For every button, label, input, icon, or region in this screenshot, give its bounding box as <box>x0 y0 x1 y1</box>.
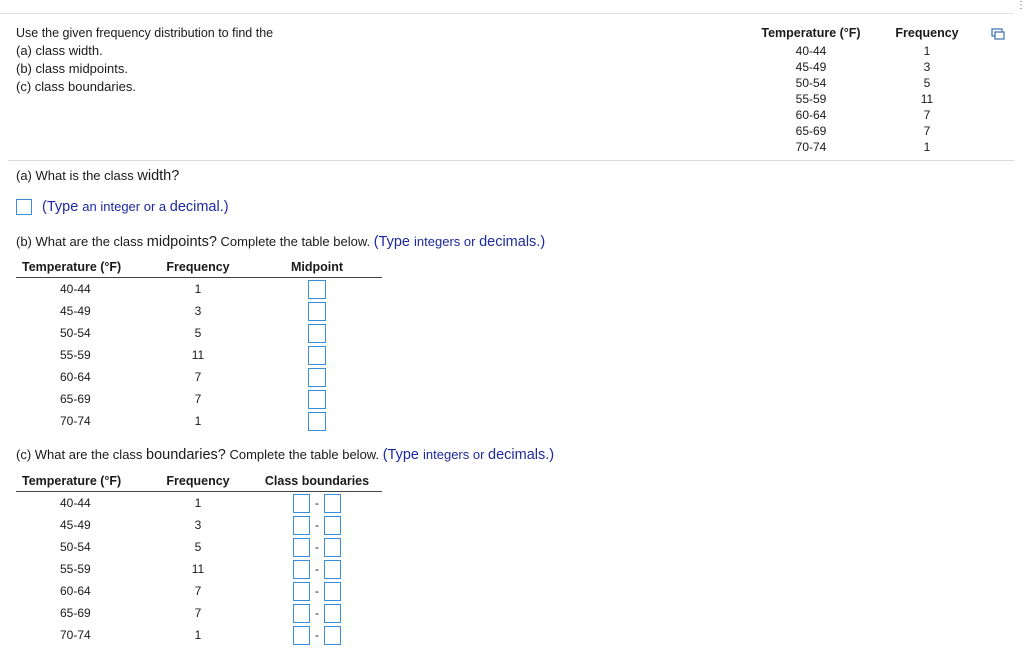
upper-boundary-input[interactable] <box>324 516 341 535</box>
class-cell: 40-44 <box>795 44 827 58</box>
table-row <box>16 558 382 580</box>
frequency-cell: 7 <box>194 370 202 384</box>
class-cell: 65-69 <box>795 124 827 138</box>
copy-data-icon[interactable] <box>991 28 1005 40</box>
hint-keyword: decimal.) <box>169 199 229 215</box>
question-text: (a) What is the class <box>16 168 138 183</box>
class-cell: 40-44 <box>60 496 91 510</box>
class-boundaries-table <box>16 472 382 646</box>
frequency-cell: 1 <box>194 282 202 296</box>
question-keyword: boundaries? <box>146 447 226 463</box>
boundary-separator: - <box>315 496 319 510</box>
frequency-cell: 11 <box>191 348 205 362</box>
midpoint-input[interactable] <box>308 346 326 365</box>
midpoint-input[interactable] <box>308 368 326 387</box>
boundary-separator: - <box>315 562 319 576</box>
frequency-cell: 1 <box>194 414 202 428</box>
answer-hint <box>383 447 554 462</box>
table-row <box>16 580 382 602</box>
hint-text: integers or <box>414 234 480 249</box>
part-b-question <box>16 234 545 250</box>
boundary-separator: - <box>315 606 319 620</box>
table-row <box>16 344 382 366</box>
table-row <box>752 123 984 139</box>
answer-hint <box>374 234 545 249</box>
lower-boundary-input[interactable] <box>293 626 310 645</box>
question-keyword: width? <box>137 168 180 184</box>
class-width-input[interactable] <box>16 199 32 215</box>
midpoint-input[interactable] <box>308 390 326 409</box>
class-cell: 50-54 <box>795 76 827 90</box>
header-temperature: Temperature (°F) <box>22 260 122 274</box>
table-row <box>16 388 382 410</box>
boundary-separator: - <box>315 584 319 598</box>
class-cell: 65-69 <box>60 392 91 406</box>
class-cell: 50-54 <box>60 540 91 554</box>
table-row <box>16 278 382 300</box>
upper-boundary-input[interactable] <box>324 494 341 513</box>
frequency-cell: 11 <box>191 562 205 576</box>
part-a-answer-row <box>16 199 229 215</box>
question-text: (b) What are the class <box>16 234 147 249</box>
upper-boundary-input[interactable] <box>324 582 341 601</box>
midpoint-input[interactable] <box>308 302 326 321</box>
class-cell: 70-74 <box>795 140 827 154</box>
class-cell: 70-74 <box>60 414 91 428</box>
class-cell: 60-64 <box>795 108 827 122</box>
part-c-question <box>16 447 554 463</box>
lower-boundary-input[interactable] <box>293 494 310 513</box>
hint-open: (Type <box>373 234 415 250</box>
frequency-distribution-table <box>752 26 984 155</box>
class-cell: 55-59 <box>60 562 91 576</box>
frequency-cell: 7 <box>194 392 202 406</box>
upper-boundary-input[interactable] <box>324 604 341 623</box>
frequency-cell: 5 <box>923 76 931 90</box>
problem-line: (c) class boundaries. <box>16 79 136 94</box>
table-row <box>752 43 984 59</box>
question-text: (c) What are the class <box>16 447 147 462</box>
frequency-cell: 11 <box>920 92 934 106</box>
class-cell: 45-49 <box>795 60 827 74</box>
question-keyword: midpoints? <box>146 234 217 250</box>
frequency-cell: 1 <box>923 140 931 154</box>
table-row <box>16 602 382 624</box>
problem-line: Use the given frequency distribution to find the <box>16 26 274 40</box>
table-row <box>752 139 984 155</box>
table-header <box>16 258 382 278</box>
header-frequency: Frequency <box>895 26 959 40</box>
class-cell: 55-59 <box>60 348 91 362</box>
class-cell: 40-44 <box>60 282 91 296</box>
frequency-cell: 5 <box>194 540 202 554</box>
class-cell: 50-54 <box>60 326 91 340</box>
class-cell: 45-49 <box>60 518 91 532</box>
boundary-separator: - <box>315 540 319 554</box>
table-row <box>752 75 984 91</box>
table-row <box>16 492 382 514</box>
problem-statement <box>16 24 273 96</box>
hint-text: an integer or a <box>82 199 170 214</box>
question-text: Complete the table below. <box>216 234 374 249</box>
midpoint-input[interactable] <box>308 280 326 299</box>
lower-boundary-input[interactable] <box>293 560 310 579</box>
boundary-separator: - <box>315 518 319 532</box>
table-row <box>16 624 382 646</box>
table-row <box>16 536 382 558</box>
class-cell: 60-64 <box>60 584 91 598</box>
hint-keyword: decimals.) <box>479 234 546 250</box>
problem-line: (a) class width. <box>16 43 103 58</box>
lower-boundary-input[interactable] <box>293 516 310 535</box>
table-row <box>16 410 382 432</box>
table-row <box>752 91 984 107</box>
answer-hint <box>42 199 229 215</box>
frequency-cell: 3 <box>194 518 202 532</box>
header-class-boundaries: Class boundaries <box>264 474 370 488</box>
midpoint-input[interactable] <box>308 412 326 431</box>
part-a-question <box>16 168 179 184</box>
class-cell: 60-64 <box>60 370 91 384</box>
boundary-separator: - <box>315 628 319 642</box>
table-row <box>16 300 382 322</box>
frequency-cell: 7 <box>923 124 931 138</box>
class-cell: 65-69 <box>60 606 91 620</box>
frequency-cell: 7 <box>923 108 931 122</box>
hint-open: (Type <box>382 447 423 463</box>
ellipsis-icon[interactable]: ⋮ <box>1016 0 1026 11</box>
table-row <box>752 107 984 123</box>
table-row <box>752 59 984 75</box>
header-temperature: Temperature (°F) <box>761 26 861 40</box>
top-divider <box>0 13 1014 14</box>
hint-keyword: decimals.) <box>488 447 555 463</box>
table-row <box>16 322 382 344</box>
frequency-cell: 1 <box>194 628 202 642</box>
table-row <box>16 366 382 388</box>
frequency-cell: 1 <box>923 44 931 58</box>
class-cell: 55-59 <box>795 92 827 106</box>
question-text: Complete the table below. <box>225 447 383 462</box>
frequency-cell: 7 <box>194 606 202 620</box>
problem-line: (b) class midpoints. <box>16 61 128 76</box>
midpoint-input[interactable] <box>308 324 326 343</box>
frequency-cell: 3 <box>923 60 931 74</box>
table-row <box>16 514 382 536</box>
table-header <box>752 26 984 43</box>
frequency-cell: 7 <box>194 584 202 598</box>
hint-text: integers or <box>423 447 489 462</box>
section-divider <box>8 160 1014 161</box>
table-header <box>16 472 382 492</box>
frequency-cell: 5 <box>194 326 202 340</box>
lower-boundary-input[interactable] <box>293 538 310 557</box>
lower-boundary-input[interactable] <box>293 604 310 623</box>
upper-boundary-input[interactable] <box>324 626 341 645</box>
header-frequency: Frequency <box>166 474 230 488</box>
header-temperature: Temperature (°F) <box>22 474 122 488</box>
header-midpoint: Midpoint <box>290 260 344 274</box>
class-cell: 70-74 <box>60 628 91 642</box>
lower-boundary-input[interactable] <box>293 582 310 601</box>
class-cell: 45-49 <box>60 304 91 318</box>
hint-open: (Type <box>42 199 83 215</box>
frequency-cell: 3 <box>194 304 202 318</box>
midpoint-table <box>16 258 382 432</box>
header-frequency: Frequency <box>166 260 230 274</box>
frequency-cell: 1 <box>194 496 202 510</box>
upper-boundary-input[interactable] <box>324 538 341 557</box>
upper-boundary-input[interactable] <box>324 560 341 579</box>
